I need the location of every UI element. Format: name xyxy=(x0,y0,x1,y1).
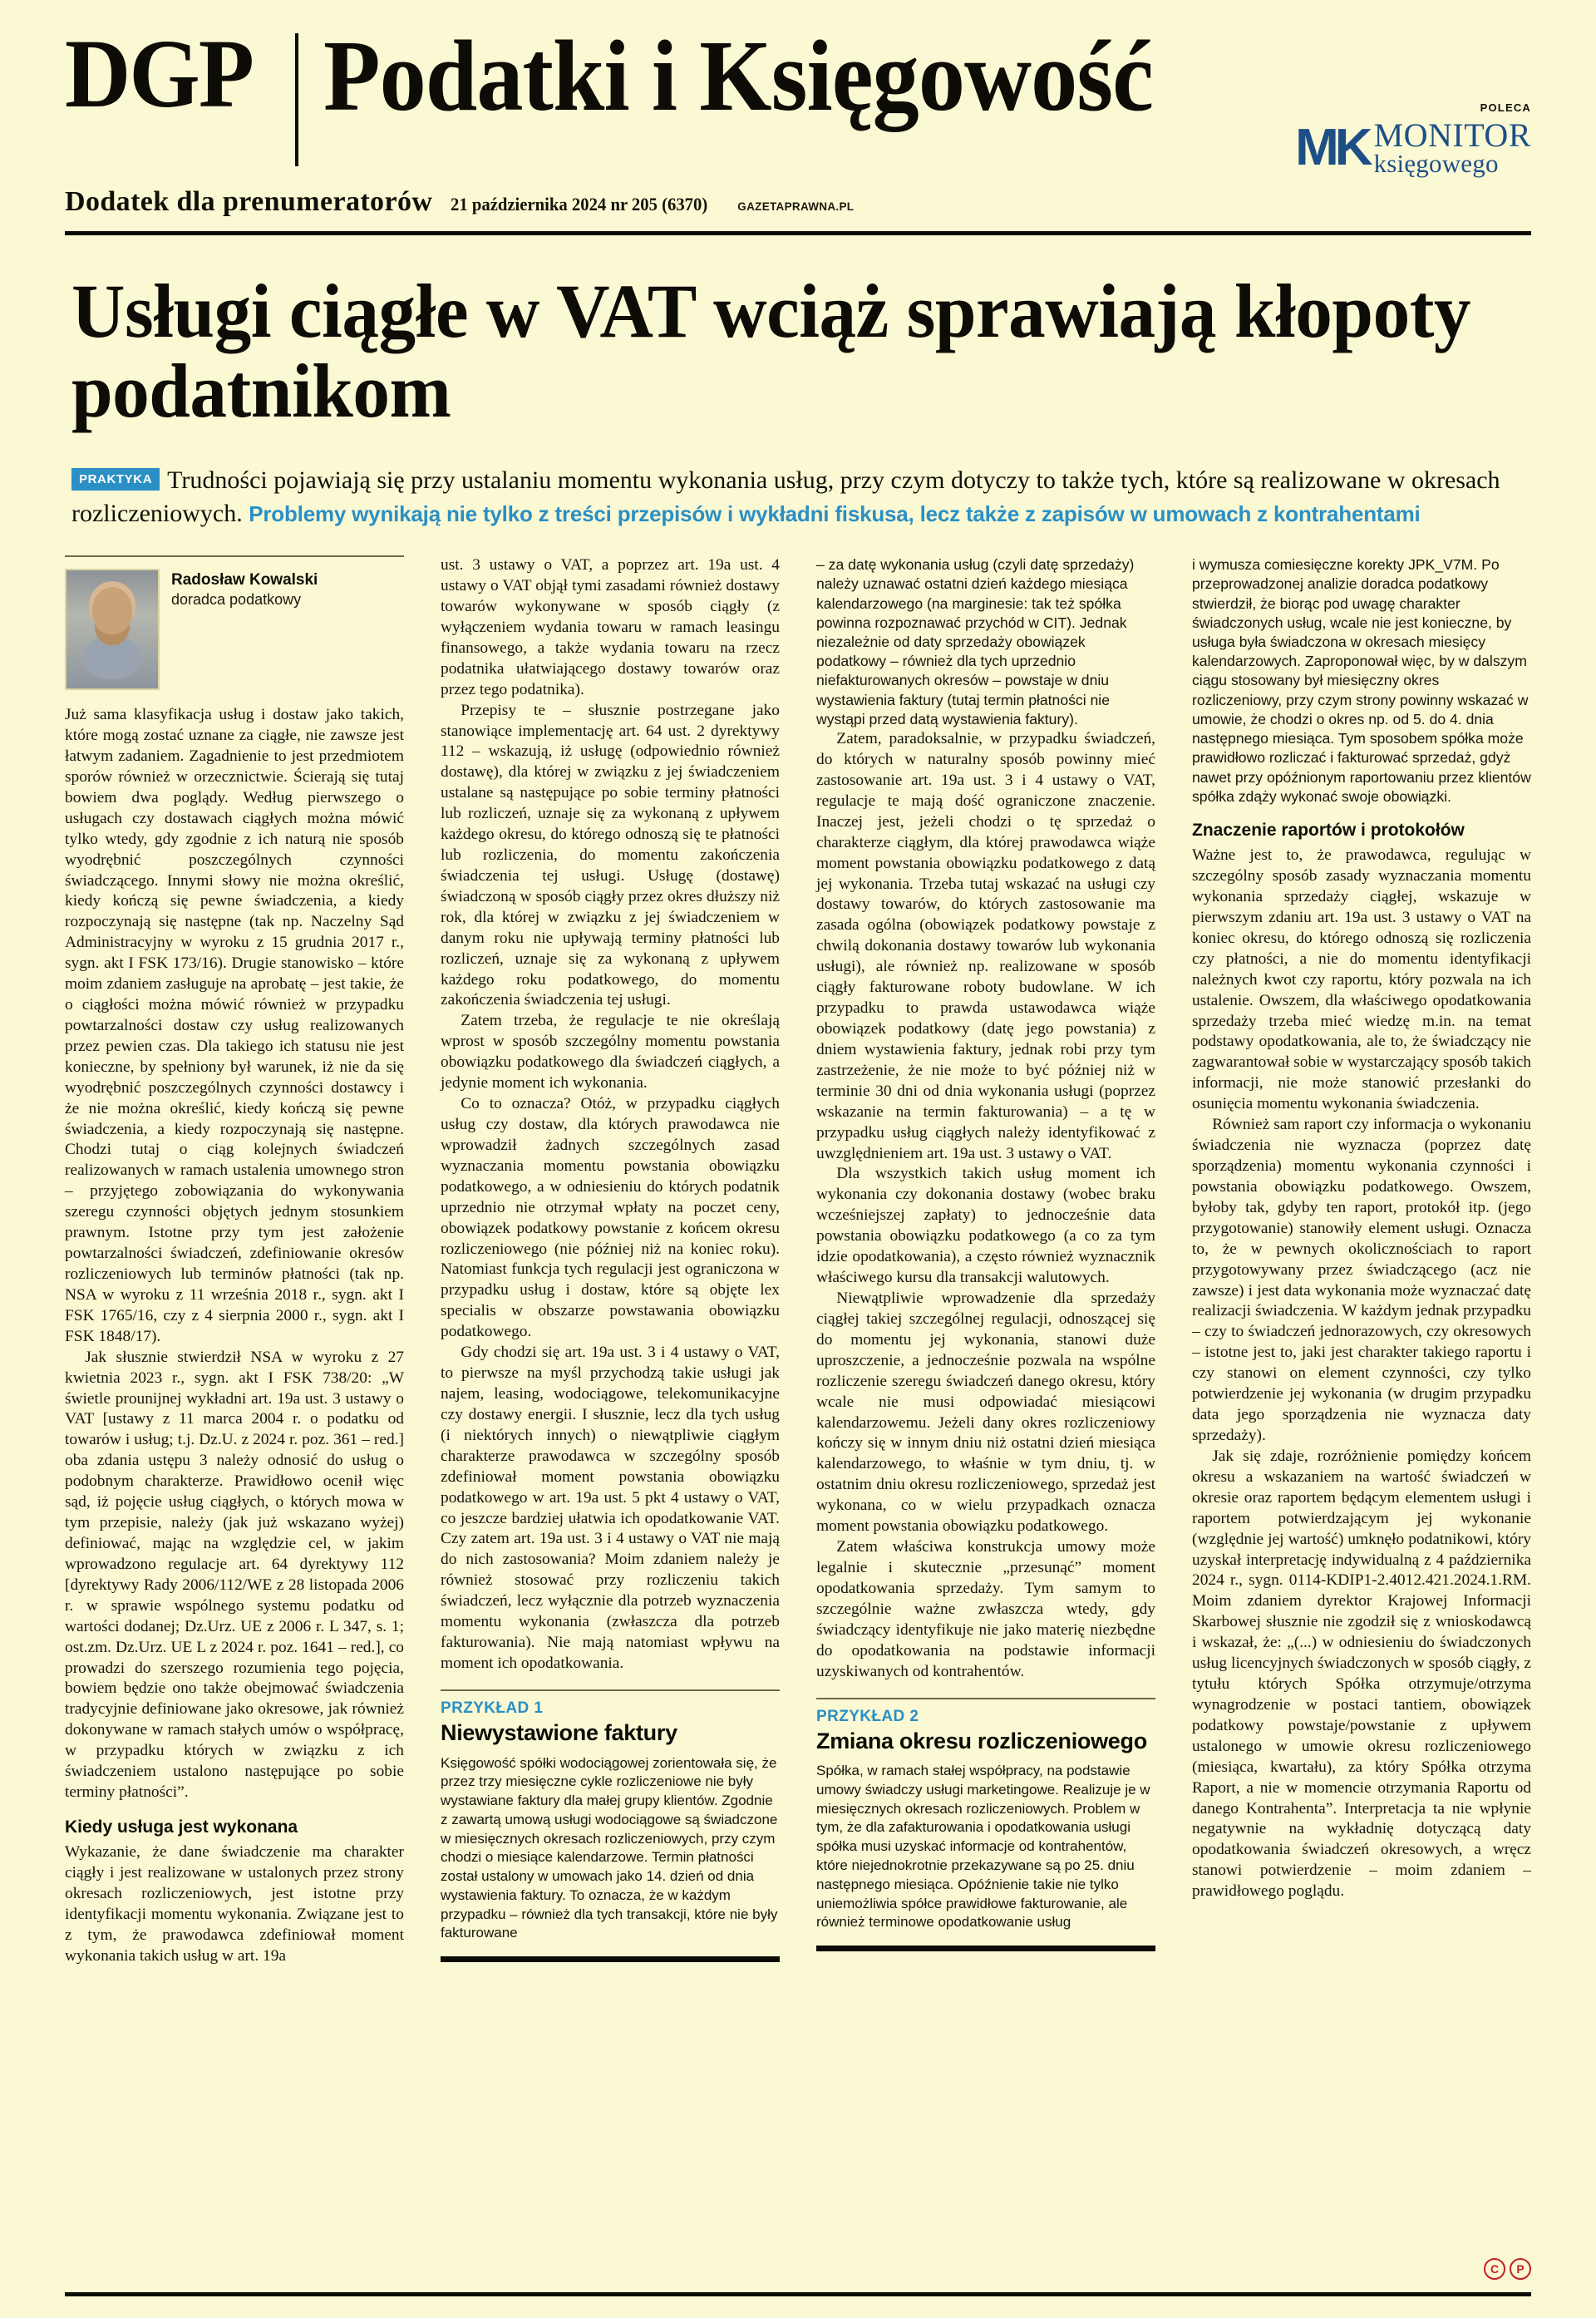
column-4-body xyxy=(1192,820,1531,1902)
copyright-marks xyxy=(1484,2258,1531,2280)
column-3 xyxy=(816,555,1155,1967)
example-title: Niewystawione faktury xyxy=(441,1719,677,1745)
paragraph: Zatem, paradoksalnie, w przypadku świadczeń, do których w naturalny sposób powinny mieć zastosowanie art. 19a ust. 3 i 4 ustawy o VAT, regulacje te mają dość ograniczone znaczenie. Inaczej jest, jeżeli chodzi o tę sprzedaż o charakterze ciągłym, dla której prawodawca wiąże moment powstania obowiązku podatkowego z datą jej wykonania. Trzeba tutaj wskazać na usługi czy dostawy towarów, do których zastosowanie ma zasada ogólna (obowiązek podatkowy powstaje z chwilą dokonania dostawy towarów lub wykonania usługi), ale również np. realizowane w sposób ciągły fakturowane roboty budowlane. W ich przypadku to prawda ustawodawca wiąże obowiązek podatkowy (datę jego powstania) z dniem wystawienia faktury, jednak robi przy tym zastrzeżenie, że nie może to być później niż w terminie 30 dni od dnia wykonania usługi (poprzez wskazanie na termin fakturowania) – a tę w przypadku usług ciągłych należy identyfikować z uwzględnieniem art. 19a ust. 3 ustawy o VAT. xyxy=(816,730,1155,1162)
paragraph: Ważne jest to, że prawodawca, regulując w szczególny sposób zasady wyznaczania momentu wykonania sprzedaży ciągłej, wskazuje w pierwszym zdaniu art. 19a ust. 3 ustawy o VAT na koniec okresu, do którego odnoszą się rozliczenia czy płatności, a nie do momentu identyfikacji należnych kwot czy raportu, który pozwala na ich ustalenie. Owszem, dla właściwego opodatkowania sprzedaży trzeba mieć wiedzę m.in. na temat podstawy opodatkowania, ale to, że świadczący nie zagwarantował sobie w wystarczający sposób takich informacji, nie może stanowić przesłanki do osunięcia momentu wykonania świadczenia. xyxy=(1192,846,1531,1113)
paragraph: Co to oznacza? Otóż, w przypadku ciągłych usług czy dostaw, dla których prawodawca nie wprowadził żadnych szczególnych zasad wyznaczania momentu powstania obowiązku podatkowego, a w odniesieniu do których podatnik uprzednio nie otrzymał wpłaty na poczet ceny, obowiązek podatkowy powstanie z końcem okresu rozliczeniowego (nie później niż na koniec roku). Natomiast funkcja tych regulacji jest ograniczona w przypadku usług i dostaw, które są objęte lex specialis w obszarze powstawania obowiązku podatkowego. xyxy=(441,1095,780,1341)
byline-text xyxy=(171,569,318,609)
publication-logo: DGP xyxy=(65,19,254,128)
column-3-intro xyxy=(816,555,1155,729)
example-kicker: PRZYKŁAD 1 xyxy=(441,1699,544,1717)
issue-info: 21 października 2024 nr 205 (6370) xyxy=(451,194,708,215)
paragraph: Jak słusznie stwierdził NSA w wyroku z 27 kwietnia 2023 r., sygn. akt I FSK 738/20: „W świetle prounijnej wykładni art. 19a ust. 3 ustawy o VAT [ustawy z 11 marca 2004 r. o podatku od towarów i usług; t.j. Dz.U. z 2024 r. poz. 361 – red.] oba zdania ustępu 3 należy odnosić do usług o podobnym charakterze. Prawidłowo ocenił więc sąd, iż pojęcie usług ciągłych, o których mowa w tym przepisie, należy (jak już wskazano wyżej) definiować, mając na względzie cel, w jakim wprowadzono regulacje art. 64 dyrektywy 112 [dyrektywy Rady 2006/112/WE z 28 listopada 2006 r. w sprawie wspólnego systemu podatku od wartości dodanej; Dz.Urz. UE z 2006 r. L 347, s. 1; ost.zm. Dz.Urz. UE L z 2024 r. poz. 1641 – red.], co prowadzi do szerszego rozumienia tego pojęcia, bowiem będzie ono także obejmować świadczenia tradycyjnie definiowane jako okresowe, jak również dokonywane w ramach stałych umów o współpracę, w przypadku których w związku z ich świadczeniem ustalono następujące po sobie terminy płatności”. xyxy=(65,1348,404,1802)
example-kicker: PRZYKŁAD 2 xyxy=(816,1707,919,1725)
monitor-ksiegowego-logo xyxy=(1295,116,1531,178)
sponsor-line-1: MONITOR xyxy=(1373,116,1531,154)
column-2 xyxy=(441,555,780,1967)
paragraph: Gdy chodzi się art. 19a ust. 3 i 4 ustawy o VAT, to pierwsze na myśl przychodzą takie usługi jak najem, leasing, wodociągowe, telekomunikacyjne czy dostawy energii. I słusznie, lecz dla tych usług (i niektórych innych) o niewątpliwie ciągłym charakterze prawodawca w szczególny sposób zdefiniował moment powstania obowiązku podatkowego w art. 19a ust. 5 pkt 4 ustawy o VAT, co jeszcze bardziej ułatwia ich opodatkowanie VAT. Czy zatem art. 19a ust. 3 i 4 ustawy o VAT nie mają do nich zastosowania? Moim zdaniem należy je również stosować przy rozliczeniu takich świadczeń, lecz wyłącznie dla potrzeb wyznaczenia momentu wykonania (zwłaszcza dla potrzeb fakturowania). Nie mają natomiast wpływu na moment ich opodatkowania. xyxy=(441,1344,780,1672)
example-text: Księgowość spółki wodociągowej zorientowała się, że przez trzy miesięczne cykle rozliczeniowe nie były wystawiane faktury dla małej grupy klientów. Zgodnie z zawartą umową usługi wodociągowe są świadczone w miesięcznych okresach rozliczeniowych, przy czym chodzi o miesiące kalendarzowe. Termin płatności został ustalony w umowach jako 14. dzień od dnia wystawienia faktury. To oznacza, że w każdym przypadku – również dla tych transakcji, które nie były fakturowane xyxy=(441,1754,778,1941)
mk-monogram-icon: MK xyxy=(1295,118,1369,176)
paragraph: Jak się zdaje, rozróżnienie pomiędzy końcem okresu a wskazaniem na wartość świadczeń w okresie oraz raportem będącym elementem usługi i raportem potwierdzającym jej wykonanie (względnie jej wartość) umknęło podatnikowi, który uzyskał interpretację indywidualną z 4 października 2024 r., sygn. 0114-KDIP1-2.4012.421.2024.1.RM. Moim zdaniem dyrektor Krajowej Informacji Skarbowej słusznie nie zgodził się z wnioskodawcą i wskazał, że: „(...) w odniesieniu do świadczonych usług licencyjnych świadczonych w sposób ciągły, z tytułu których Spółka otrzymuje/otrzyma wynagrodzenie w postaci tantiem, obowiązek podatkowy powstaje/powstanie z upływem ustalonego w umowie okresu rozliczeniowego (miesiąca, kwartału), za który Spółka otrzyma Raport, a nie w momencie otrzymania Raportu od danego Kontrahenta”. Interpretacja ta nie wpłynie negatywnie na wykładnię dotyczącą daty opodatkowania świadczeń okresowych, a wręcz stanowi potwierdzenie – moim zdaniem – prawidłowego poglądu. xyxy=(1192,1447,1531,1901)
lead-text: Trudności pojawiają się przy ustalaniu momentu wykonania usług, przy czym dotyczy to także tych, które są realizowane w okresach rozliczeniowych. xyxy=(71,466,1500,528)
paragraph: Przepisy te – słusznie postrzegane jako stanowiące implementację art. 64 ust. 2 dyrektywy 112 – wskazują, iż usługę (odpowiednio również dostawę), dla której w związku z jej świadczeniem ustalane są następujące po sobie terminy płatności lub rozliczeń, uznaje się za wykonaną z upływem każdego okresu, do którego odnoszą się te płatności lub rozliczenia, do momentu zakończenia świadczenia tej usługi. Usługę (dostawę) świadczoną w sposób ciągły przez okres dłuższy niż rok, dla której w związku z jej świadczeniem w danym roku nie upływają terminy płatności lub rozliczeń, uznaje się za wykonaną z upływem każdego roku podatkowego, do momentu zakończenia świadczenia tej usługi. xyxy=(441,701,780,1009)
masthead-subline xyxy=(65,186,1531,218)
author-name: Radosław Kowalski xyxy=(171,571,318,589)
paragraph: Niewątpliwie wprowadzenie dla sprzedaży ciągłej takiej szczególnej regulacji, odnoszącej się do momentu jej wykonania, stanowi duże uproszczenie, a jednocześnie pozwala na wspólne rozliczenie szeregu świadczeń danego okresu, który wcale nie musi odpowiadać miesiącowi kalendarzowemu. Jeżeli dany okres rozliczeniowy kończy się w innym dniu niż ostatni dzień miesiąca kalendarzowego, to właśnie w tym dniu, tj. w ostatnim dniu okresu rozliczeniowego, sprzedaż jest wykonana, co w wielu przypadkach oznacza moment powstania obowiązku podatkowego. xyxy=(816,1289,1155,1536)
website-label: GAZETAPRAWNA.PL xyxy=(737,200,855,213)
paragraph: – za datę wykonania usług (czyli datę sprzedaży) należy uznawać ostatni dzień każdego miesiąca kalendarzowego (na marginesie: tak też spółka powinna rozpoznawać przychód w CIT). Jednak niezależnie od daty sprzedaży obowiązek podatkowy – również dla tych uprzednio niefakturowanych okresów – powstaje w dniu wystawienia faktury (tutaj termin płatności nie wystąpi przed datą wystawienia faktury). xyxy=(816,556,1135,727)
section-title: Podatki i Księgowość xyxy=(323,20,1154,132)
article-columns xyxy=(65,555,1531,1967)
avatar xyxy=(65,569,160,690)
column-1-body xyxy=(65,705,404,1967)
subheading: Kiedy usługa jest wykonana xyxy=(65,1817,298,1837)
masthead-rule xyxy=(65,231,1531,235)
copyright-c-icon: C xyxy=(1484,2258,1505,2280)
sponsor-block xyxy=(1296,101,1531,176)
lead-highlight: Problemy wynikają nie tylko z treści przepisów i wykładni fiskusa, lecz także z zapisów w umowach z kontrahentami xyxy=(249,501,1421,527)
paragraph: i wymusza comiesięczne korekty JPK_V7M. Po przeprowadzonej analizie doradca podatkowy stwierdził, że biorąc pod uwagę charakter świadczonych usług, wcale nie jest konieczne, by usługa była świadczona w okresach miesięcy kalendarzowych. Zaproponował więc, by w dalszym ciągu stosowany był miesięczny okres rozliczeniowy, przy czym strony powinny wskazać w umowie, że chodzi o okres np. od 5. do 4. dnia następnego miesiąca. Tym sposobem spółka może prawidłowo rozliczać i fakturować sprzedaż, gdyż nawet przy opóźnionym raportowaniu przez klientów spółka zdąży wykonać swoje obowiązki. xyxy=(1192,556,1531,805)
author-byline xyxy=(65,569,404,690)
example-box-1 xyxy=(441,1689,780,1962)
example-title: Zmiana okresu rozliczeniowego xyxy=(816,1728,1147,1753)
paragraph: ust. 3 ustawy o VAT, a poprzez art. 19a ust. 4 ustawy o VAT objął tymi zasadami również dostawy towarów wykonywane w sposób ciągły (z wyłączeniem wydania towaru w ramach leasingu finansowego, a także wydania towaru na rzecz podatnika ułatwiającego dostawy towarów oraz przez tego podatnika). xyxy=(441,556,780,698)
paragraph: Już sama klasyfikacja usług i dostaw jako takich, które mogą zostać uznane za ciągłe, nie zawsze jest łatwym zadaniem. Zagadnienie to jest przedmiotem sporów również w orzecznictwie. Ścierają się tutaj bowiem dwa poglądy. Według pierwszego o usługach czy dostawach ciągłych można mówić tylko wtedy, gdy zgodnie z ich naturą nie sposób wyodrębnić poszczególnych czynności świadczącego. Innymi słowy nie można określić, kiedy kończą się pewne świadczenia, a kiedy rozpoczynają się następne (tak np. Naczelny Sąd Administracyjny w wyroku z 15 grudnia 2017 r., sygn. akt I FSK 173/16). Drugie stanowisko – które moim zdaniem zasługuje na aprobatę – jest takie, że o ciągłości można mówić również w przypadku powtarzalności dostaw czy usług realizowanych przez pewien czas. Dla takiego ich statusu nie jest konieczne, by spełniony był warunek, iż nie da się wyodrębnić poszczególnych czynności dostawcy i że nie można określić, kiedy kończą się pewne świadczenia, a kiedy rozpoczynają się następne. Chodzi tutaj o ciąg kolejnych świadczeń realizowanych w ramach ustalenia umownego stron – przyjętego zobowiązania do wykonywania szeregu czynności objętych jednym stosunkiem prawnym. Istotne przy tym jest założenie powtarzalności świadczeń, zdefiniowanie okresów rozliczeniowych lub terminów płatności (tak np. NSA w wyroku z 11 września 2018 r., sygn. akt I FSK 1765/16, czy z 4 sierpnia 2000 r., sygn. akt I FSK 1848/17). xyxy=(65,706,404,1345)
paragraph: Również sam raport czy informacja o wykonaniu świadczenia nie wyznacza (poprzez datę sporządzenia) momentu wykonania czynności i powstania obowiązku podatkowego. Owszem, byłoby tak, gdyby ten raport, protokół itp. (jego przygotowanie) stanowiły element usługi. Oznacza to, że w pewnych okolicznościach to raport przygotowywany przez świadczącego (acz nie zawsze) i jest data wykonania może wyznaczać datę realizacji świadczenia. W każdym jednak przypadku – czy to świadczeń jednorazowych, czy okresowych – istotne jest to, jaki jest charakter takiego raportu i czy stanowi on element czynności, czy tylko potwierdzenie jej wykonania (w drugim przypadku data jego sporządzenia nie wyznacza daty sprzedaży). xyxy=(1192,1116,1531,1444)
paragraph: Zatem trzeba, że regulacje te nie określają wprost w sposób szczególny momentu powstania obowiązku podatkowego dla świadczeń ciągłych, a jedynie moment ich wykonania. xyxy=(441,1012,780,1092)
subheading: Znaczenie raportów i protokołów xyxy=(1192,820,1465,840)
column-1 xyxy=(65,555,404,1967)
masthead-divider xyxy=(295,33,298,166)
sponsor-line-2: księgowego xyxy=(1373,149,1499,178)
page-title: Usługi ciągłe w VAT wciąż sprawiają kłopoty podatnikom xyxy=(71,269,1471,433)
lead-paragraph xyxy=(71,464,1525,530)
author-role: doradca podatkowy xyxy=(171,590,302,608)
status-badge: PRAKTYKA xyxy=(71,468,160,491)
footer-rule xyxy=(65,2292,1531,2296)
example-text: Spółka, w ramach stałej współpracy, na podstawie umowy świadczy usługi marketingowe. Realizuje je w miesięcznych okresach rozliczeniowych. Problem w tym, że dla zafakturowania i opodatkowania usługi spółka musi uzyskać informacje od kontrahentów, które niejednokrotnie przekazywane są po 25. dniu następnego miesiąca. Opóźnienie takie nie tylko uniemożliwia spółce prawidłowe fakturowanie, ale również terminowe opodatkowanie usług xyxy=(816,1763,1150,1931)
copyright-p-icon: P xyxy=(1510,2258,1531,2280)
column-4-intro xyxy=(1192,555,1531,806)
poleca-label: POLECA xyxy=(1480,101,1531,114)
sponsor-wordmark xyxy=(1373,116,1531,178)
column-4 xyxy=(1192,555,1531,1967)
column-2-body xyxy=(441,555,780,1674)
column-3-body xyxy=(816,729,1155,1682)
example-box-2 xyxy=(816,1698,1155,1952)
paragraph: Wykazanie, że dane świadczenie ma charakter ciągły i jest realizowane w ustalonych przez strony okresach rozliczeniowych, jest istotne przy identyfikacji momentu wykonania. Związane jest to z tym, że prawodawca zdefiniował moment wykonania takich usług w art. 19a xyxy=(65,1843,404,1965)
supplement-label: Dodatek dla prenumeratorów xyxy=(65,186,433,217)
paragraph: Zatem właściwa konstrukcja umowy może legalnie i skutecznie „przesunąć” moment opodatkowania sprzedaży. Tym samym to szczególnie ważne zwłaszcza wtedy, gdy świadczący identyfikuje nie jako materię niezbędne do opodatkowania na podstawie informacji uzyskiwanych od kontrahentów. xyxy=(816,1538,1155,1680)
byline-rule xyxy=(65,555,404,557)
masthead xyxy=(0,0,1596,218)
paragraph: Dla wszystkich takich usług moment ich wykonania czy dokonania dostawy (wobec braku wcześniejszej zapłaty) to jednocześnie data powstania obowiązku podatkowego (a co za tym idzie opodatkowania), a często również wyznacznik właściwego kursu dla transakcji walutowych. xyxy=(816,1165,1155,1287)
